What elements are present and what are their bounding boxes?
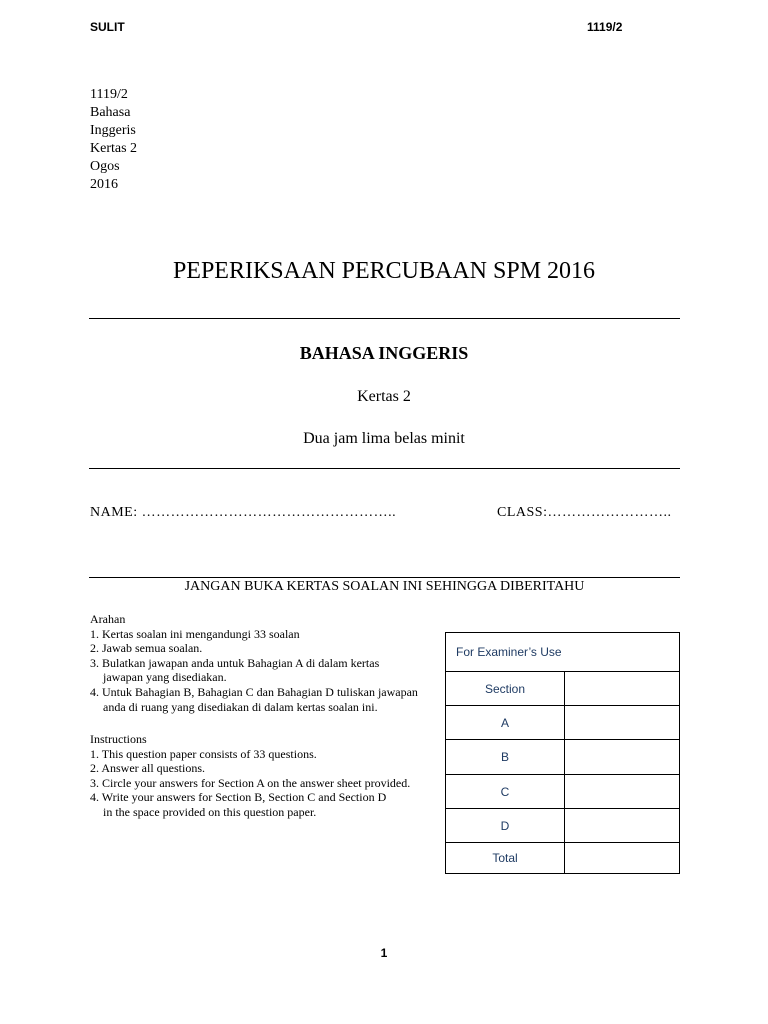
instruction-line: 3. Circle your answers for Section A on the answer sheet provided. xyxy=(90,775,411,790)
arahan-line: jawapan yang disediakan. xyxy=(103,670,227,685)
paper-info-line: 2016 xyxy=(90,177,118,192)
total-marks-cell xyxy=(565,843,680,874)
examiner-table-title: For Examiner’s Use xyxy=(456,645,562,659)
duration-label: Dua jam lima belas minit xyxy=(303,430,465,447)
arahan-line: 1. Kertas soalan ini mengandungi 33 soalan xyxy=(90,626,300,641)
name-field[interactable]: NAME: …………………………………………….. xyxy=(90,505,397,520)
total-label: Total xyxy=(446,843,565,874)
paper-info-line: Kertas 2 xyxy=(90,141,138,156)
marks-cell xyxy=(565,775,680,809)
warning-notice: JANGAN BUKA KERTAS SOALAN INI SEHINGGA DIBERITAHU xyxy=(184,579,585,594)
instruction-line: 2. Answer all questions. xyxy=(90,761,205,776)
instruction-line: 1. This question paper consists of 33 questions. xyxy=(90,746,317,761)
instructions-block xyxy=(90,732,410,820)
arahan-block xyxy=(90,612,418,714)
instructions-heading: Instructions xyxy=(90,732,147,746)
arahan-heading: Arahan xyxy=(90,612,126,626)
paper-code-header: 1119/2 xyxy=(587,20,623,34)
arahan-line: 3. Bulatkan jawapan anda untuk Bahagian A di dalam kertas xyxy=(90,655,380,670)
confidential-label: SULIT xyxy=(90,20,125,34)
section-a-label: A xyxy=(446,706,565,740)
paper-info-line: Ogos xyxy=(90,159,120,174)
section-b-label: B xyxy=(446,740,565,775)
exam-title: PEPERIKSAAN PERCUBAAN SPM 2016 xyxy=(172,258,596,284)
paper-label: Kertas 2 xyxy=(357,388,411,405)
paper-info-block xyxy=(90,86,137,194)
section-c-label: C xyxy=(446,775,565,809)
arahan-line: 4. Untuk Bahagian B, Bahagian C dan Bahagian D tuliskan jawapan xyxy=(90,684,418,699)
paper-info-line: Bahasa xyxy=(90,105,131,120)
subject-title: BAHASA INGGERIS xyxy=(299,343,469,363)
instruction-line: 4. Write your answers for Section B, Section C and Section D xyxy=(90,790,387,805)
marks-cell xyxy=(565,809,680,843)
section-column-label: Section xyxy=(446,672,565,706)
arahan-line: 2. Jawab semua soalan. xyxy=(90,641,203,656)
examiner-use-table xyxy=(445,632,680,874)
divider xyxy=(89,468,680,469)
divider xyxy=(89,318,680,319)
marks-cell xyxy=(565,672,680,706)
marks-cell xyxy=(565,706,680,740)
section-d-label: D xyxy=(446,809,565,843)
class-field[interactable]: CLASS:…………………….. xyxy=(497,505,672,520)
divider xyxy=(89,577,680,578)
page-number: 1 xyxy=(380,946,388,960)
instruction-line: in the space provided on this question paper. xyxy=(103,804,317,819)
marks-cell xyxy=(565,740,680,775)
paper-info-line: Inggeris xyxy=(90,123,136,138)
paper-info-line: 1119/2 xyxy=(90,87,128,102)
arahan-line: anda di ruang yang disediakan di dalam kertas soalan ini. xyxy=(103,699,378,714)
